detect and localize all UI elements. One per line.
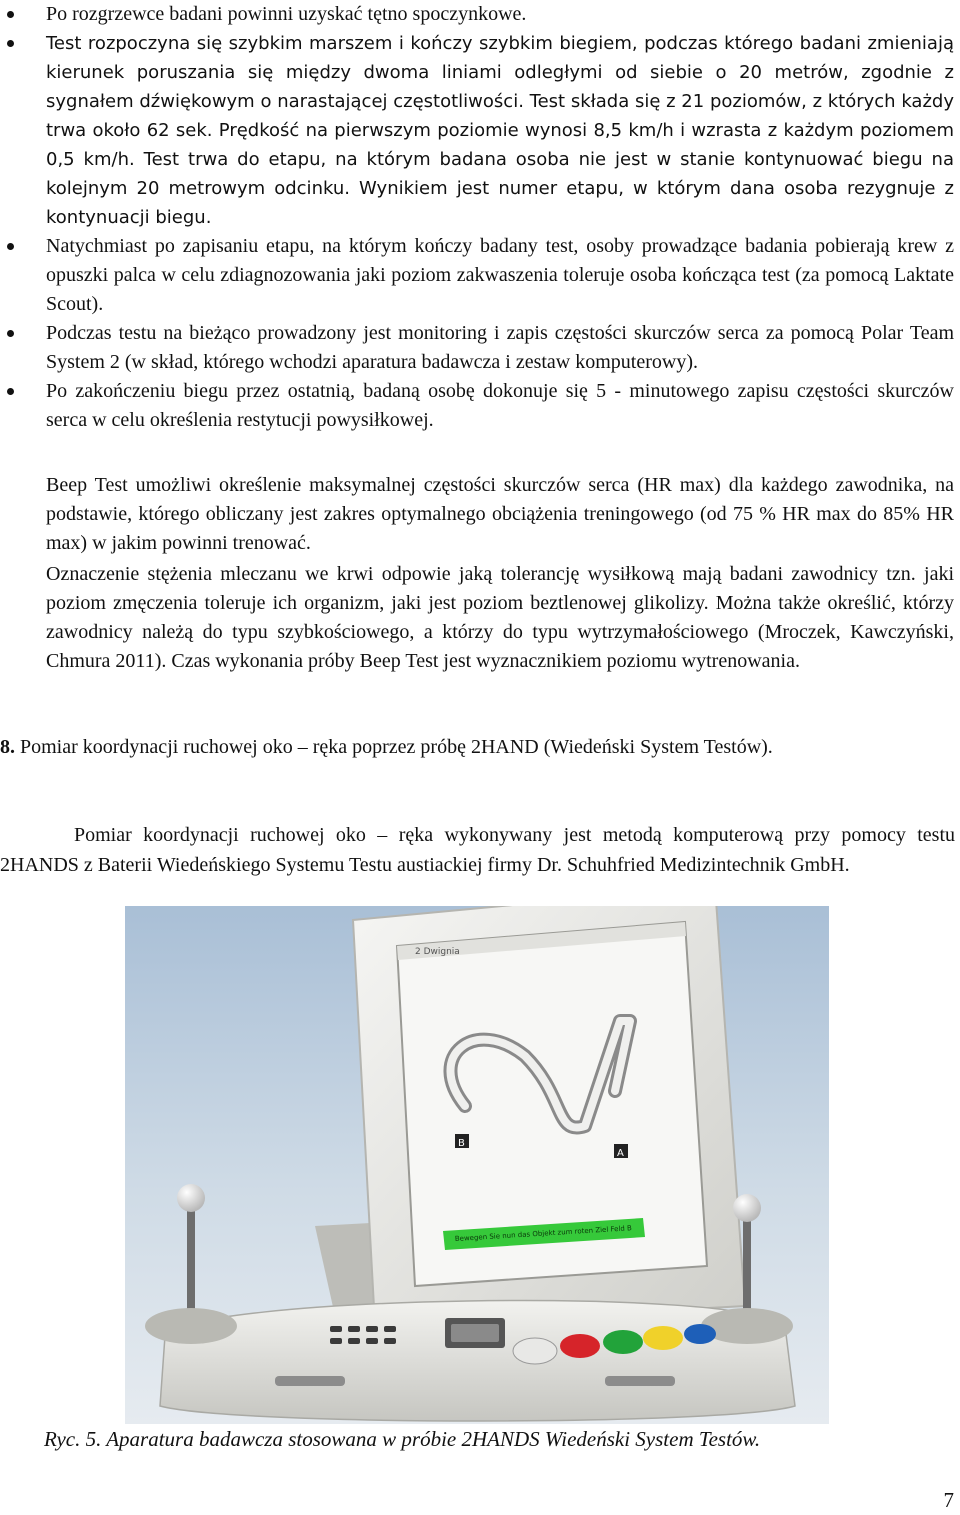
yellow-button [643, 1326, 683, 1350]
bullet-item [0, 29, 960, 232]
right-joystick-base [701, 1308, 793, 1344]
right-joystick-stick [743, 1216, 751, 1316]
bullet-list [0, 0, 960, 435]
red-button [560, 1334, 600, 1358]
paragraph-lactate: Oznaczenie stężenia mleczanu we krwi odpowie jaką tolerancję wysiłkową mają badani zawodnicy tzn. jaki poziom zmęczenia toleruje ich organizm, jaki jest poziom beztlenowej glikolizy. Można także określić, którzy zawodnicy należą do typu szybkościowego, a którzy do typu wytrzymałościowego (Mroczek, Kawczyński, Chmura 2011). Czas wykonania próby Beep Test jest wyznacznikiem poziomu wytrenowania. [46, 563, 954, 672]
left-joystick-base [145, 1308, 237, 1344]
status-bar-text: Bewegen Sie nun das Objekt zum roten Ziel Feld B [454, 1224, 633, 1243]
figure-caption: Ryc. 5. Aparatura badawcza stosowana w próbie 2HANDS Wiedeński System Testów. [44, 1427, 761, 1451]
marker-b-label: B [458, 1138, 465, 1149]
marker-a-label: A [617, 1148, 624, 1159]
section-number: 8. [0, 736, 15, 758]
bullet-item: Natychmiast po zapisaniu etapu, na którym kończy badany test, osoby prowadzące badania pobierają krew z opuszki palca w celu zdiagnozowania jaki poziom zakwaszenia toleruje osoba kończąca test (za pomocą Laktate Scout). [0, 232, 960, 319]
section-title: Pomiar koordynacji ruchowej oko – ręka poprzez próbę 2HAND (Wiedeński System Testów). [20, 736, 773, 758]
bullet-text: Test rozpoczyna się szybkim marszem i kończy szybkim biegiem, podczas którego badani zmieniają kierunek poruszania się między dwoma liniami odległymi od siebie o 20 metrów, zgodnie z sygnałem dźwiękowym o narastającej częstotliwości. Test składa się z 21 poziomów, z których każdy trwa około 62 sek. Prędkość na pierwszym poziomie wynosi 8,5 km/h i wzrasta z każdym poziomem 0,5 km/h. Test trwa do etapu, na którym badana osoba nie jest w stanie kontynuować biegu na kolejnym 20 metrowym odcinku. Wynikiem jest numer etapu, w którym dana osoba rezygnuje z kontynuacji biegu. [46, 33, 954, 228]
left-joystick-stick [187, 1206, 195, 1316]
blue-button [684, 1324, 716, 1344]
apparatus-figure [125, 906, 829, 1424]
section-heading [0, 732, 955, 762]
green-button [603, 1330, 643, 1354]
left-joystick-knob [177, 1184, 205, 1212]
screen-title: 2 Dwignia [415, 947, 460, 957]
white-button [513, 1338, 557, 1364]
paragraph-hr-max: Beep Test umożliwi określenie maksymalnej częstości skurczów serca (HR max) dla każdego zawodnika, na podstawie, którego obliczany jest zakres optymalnego obciążenia treningowego (od 75 % HR max do 85% HR max) w jakim powinni trenować. [46, 474, 954, 554]
page-number: 7 [943, 1488, 954, 1512]
bullet-item: Po zakończeniu biegu przez ostatnią, badaną osobę dokonuje się 5 - minutowego zapisu częstości skurczów serca w celu określenia restytucji powysiłkowej. [0, 377, 960, 435]
intro-paragraph: Pomiar koordynacji ruchowej oko – ręka wykonywany jest metodą komputerową przy pomocy testu 2HANDS z Baterii Wiedeńskiego Systemu Testu austiackiej firmy Dr. Schuhfried Medizintechnik GmbH. [0, 824, 955, 876]
apparatus-illustration [125, 906, 829, 1424]
right-joystick-knob [733, 1194, 761, 1222]
bullet-item: Podczas testu na bieżąco prowadzony jest monitoring i zapis częstości skurczów serca za pomocą Polar Team System 2 (w skład, którego wchodzi aparatura badawcza i zestaw komputerowy). [0, 319, 960, 377]
bullet-item: Po rozgrzewce badani powinni uzyskać tętno spoczynkowe. [0, 0, 960, 29]
